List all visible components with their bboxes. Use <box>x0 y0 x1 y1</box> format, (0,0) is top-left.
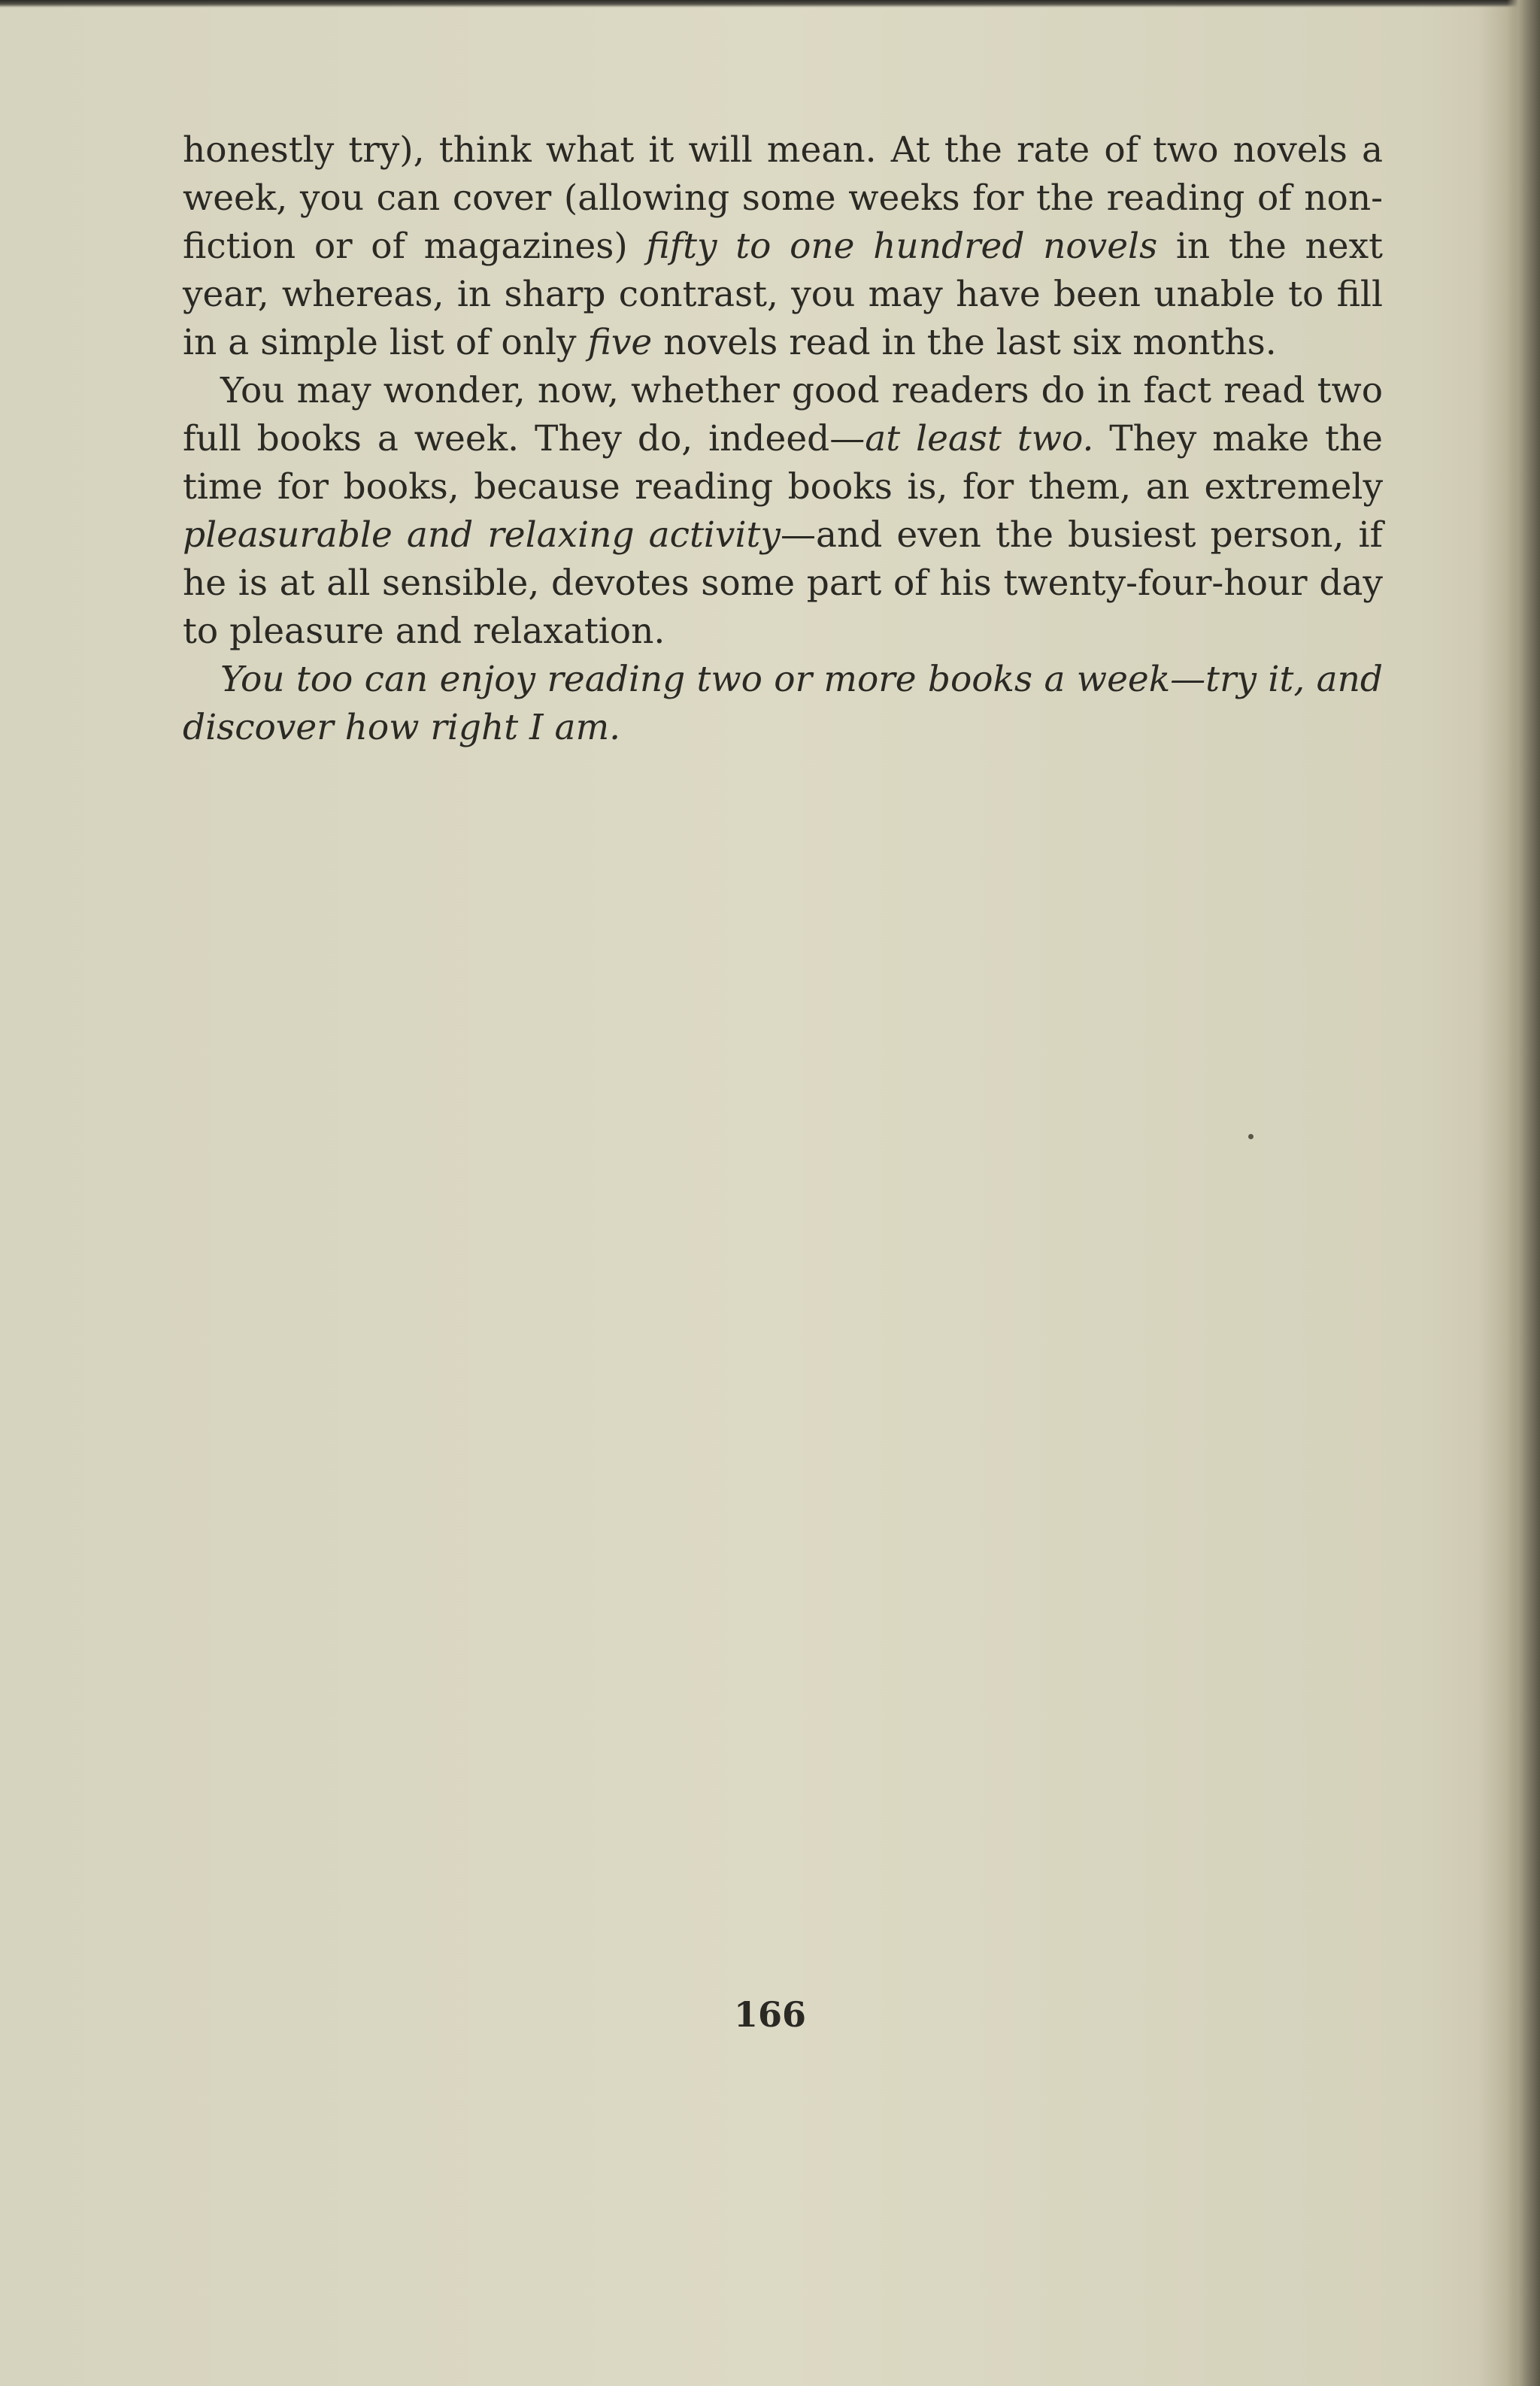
scan-top-edge <box>0 0 1540 8</box>
text-span: honestly try), think what it will mean. At the rate of two novels a week, you can cover (allowing some weeks for the reading of non-fiction or of magazines) <box>183 129 1383 267</box>
paragraph-3 <box>183 656 1383 752</box>
italic-span: five <box>587 322 653 363</box>
text-span: —and even the busiest person, if he is at all sensible, devotes some part of his twenty-four-hour day to pleasure and relaxation. <box>183 514 1383 652</box>
paragraph-2 <box>183 367 1383 656</box>
text-span: You may wonder, now, whether good readers do in fact read two full books a week. They do, indeed— <box>183 370 1383 459</box>
text-span: novels read in the last six months. <box>652 322 1277 363</box>
paper-speck <box>1248 1134 1254 1139</box>
page-number: 166 <box>733 1994 807 2035</box>
paragraph-1 <box>183 126 1383 367</box>
italic-span: at least two. <box>865 418 1094 459</box>
italic-span: You too can enjoy reading two or more books a week—try it, and discover how right I am. <box>183 659 1383 748</box>
italic-span: pleasurable and relaxing activity <box>183 514 781 556</box>
text-span: They make the time for books, because reading books is, for them, an extremely <box>183 418 1383 508</box>
text-span: in the next year, whereas, in sharp contrast, you may have been unable to fill in a simple list of only <box>183 226 1383 363</box>
italic-span: fifty to one hundred novels <box>646 226 1158 267</box>
body-text <box>183 126 1383 752</box>
